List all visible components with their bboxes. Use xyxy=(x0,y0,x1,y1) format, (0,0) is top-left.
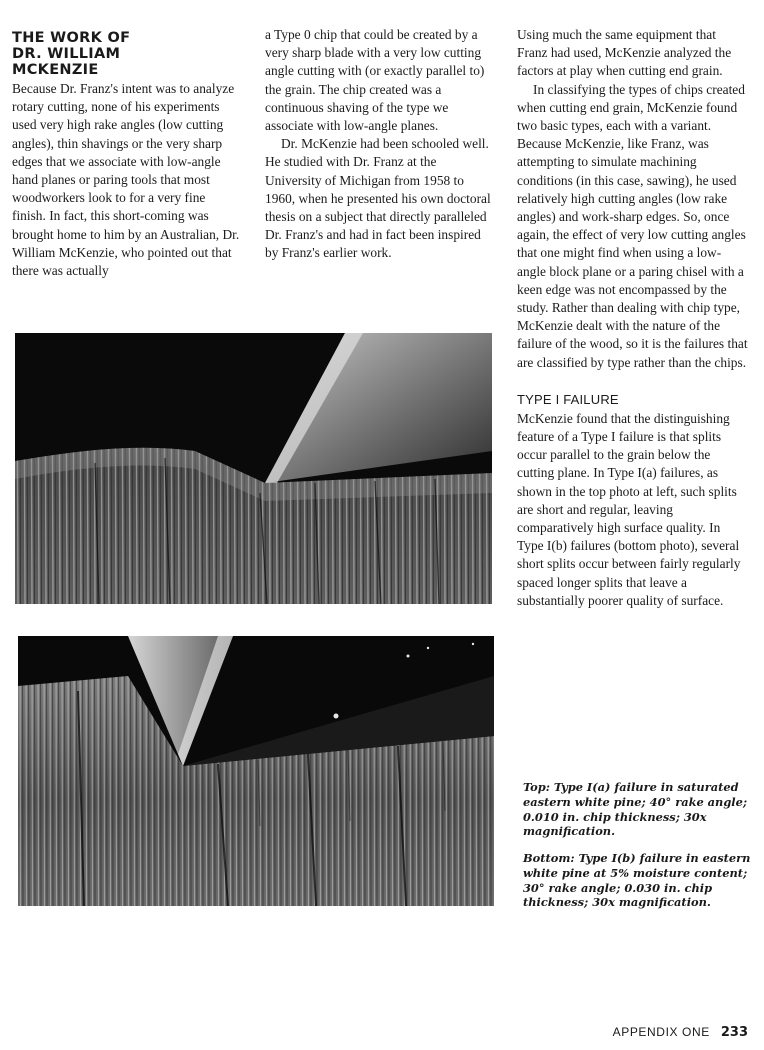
article-heading xyxy=(12,30,242,78)
section-subheading: TYPE I FAILURE xyxy=(517,391,619,407)
photo-type-ia-failure xyxy=(15,333,492,604)
paragraph: a Type 0 chip that could be created by a very sharp blade with a very low cutting angle cutting with (or exactly parallel to) the grain. The chip created was a continuous shaving of the type we associate with low-angle planes. xyxy=(265,27,485,134)
photo-caption-top: Top: Type I(a) failure in saturated eastern white pine; 40° rake angle; 0.010 in. chip thickness; 30x magnification. xyxy=(523,780,748,839)
paragraph: Because Dr. Franz's intent was to analyze rotary cutting, none of his experiments used very high rake angles (low cutting angles), thin shavings or the very sharp edges that we associate with low-angle hand planes or paring tools that most woodworkers look to for a very fine finish. In fact, this short-coming was brought home to him by an Australian, Dr. William McKenzie, who pointed out that there was actually xyxy=(12,81,240,279)
paragraph: Using much the same equipment that Franz had used, McKenzie analyzed the factors at play when cutting end grain. xyxy=(517,27,732,79)
micrograph-bottom xyxy=(18,636,494,906)
heading-line: THE WORK OF xyxy=(12,30,131,46)
page-footer xyxy=(613,1025,748,1040)
heading-line: MCKENZIE xyxy=(12,62,99,78)
paragraph: In classifying the types of chips created when cutting end grain, McKenzie found two basic types, each with a variant. Because McKenzie, like Franz, was attempting to simulate machining conditions (in this case, sawing), he used relatively high cutting angles (low rake angles) and work-sharp edges. So, once again, the effect of very low cutting angles that one might find when using a low-angle block plane or a paring chisel with a keen edge was not encompassed by the study. Rather than dealing with chip type, McKenzie dealt with the nature of the failure of the wood, so it is the failures that are classified by type rather than the chips. xyxy=(517,81,748,370)
heading-line: DR. WILLIAM xyxy=(12,46,121,62)
paragraph: McKenzie found that the distinguishing feature of a Type I failure is that splits occur parallel to the grain below the cutting plane. In Type I(a) failures, as shown in the top photo at left, such splits are short and regular, leaving comparatively high surface quality. In Type I(b) failures (bottom photo), several short splits occur between fairly regularly spaced longer splits that leave a substantially poorer quality of surface. xyxy=(517,410,741,608)
micrograph-top xyxy=(15,333,492,604)
photo-caption-bottom: Bottom: Type I(b) failure in eastern white pine at 5% moisture content; 30° rake angle; 0.030 in. chip thickness; 30x magnification. xyxy=(523,851,751,910)
text-column-1 xyxy=(12,80,240,280)
paragraph: Dr. McKenzie had been schooled well. He studied with Dr. Franz at the University of Michigan from 1958 to 1960, when he presented his own doctoral thesis on a subject that directly paralleled Dr. Franz's and had in fact been inspired by Franz's earlier work. xyxy=(265,136,491,261)
running-title: APPENDIX ONE xyxy=(612,1025,710,1039)
page-number: 233 xyxy=(720,1025,748,1040)
photo-type-ib-failure xyxy=(18,636,494,906)
text-column-3 xyxy=(517,26,749,610)
text-column-2 xyxy=(265,26,495,263)
